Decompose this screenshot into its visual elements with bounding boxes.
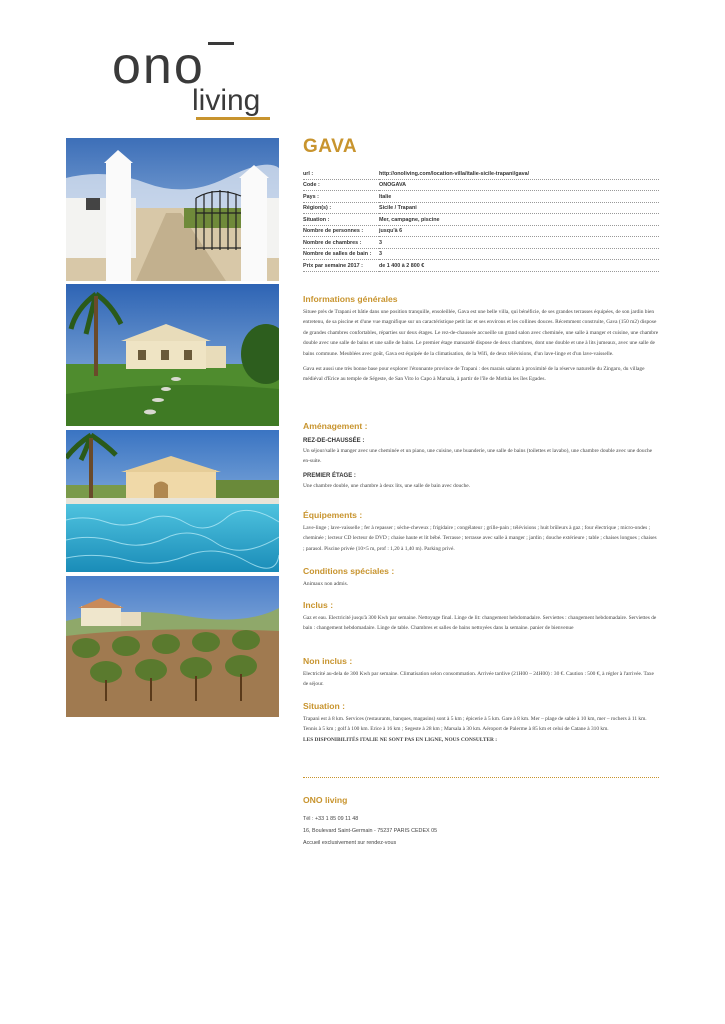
photo-pool [66, 430, 279, 572]
section-amenagement [303, 421, 659, 491]
spec-key: Code : [303, 179, 379, 191]
spec-row [303, 248, 659, 260]
rdc-title: REZ-DE-CHAUSSÉE : [303, 438, 365, 444]
spec-key: Pays : [303, 191, 379, 203]
section-equipements [303, 510, 659, 554]
info-paragraph-1: Situee près de Trapani et bâtie dans une position tranquille, ensoleillée, Gava est une belle villa, qui bénéficie, de ses grandes terrasses équipées, de son jardin bien entretenu, de sa piscine et d'une vue magnifique sur un caractéristique petit lac et ses environs et les collines douces. Récemment construite, Gava (150 m2) dispose de grandes chambres confortables, réparties sur deux étages. Le rez-de-chaussée accueille un grand salon avec cheminée, une salle à manger et cuisine, une chambre double avec une salle de bains et une salle de bains. Le premier étage mansardé dispose de deux chambres, dont une double et une à lits jumeaux, avec une salle de bains commune. Meublées avec goût, Gava est équipée de la climatisation, de la Wifi, de deux télévisions, d'un lave-linge et d'un lave-vaisselle. [303, 309, 659, 357]
spec-value: Mer, campagne, piscine [379, 214, 659, 226]
info-paragraph-2: Gava est aussi une très bonne base pour explorer l'étonnante province de Trapani : des marais salants à proximité de la réserve naturelle du Zingaro, du village médiéval d'Erice au temple de Ségeste, de San Vito lo Capo à Marsala, à partir de l'île de Mothia les îles Egades. [303, 366, 645, 383]
spec-value: Italie [379, 191, 659, 203]
spec-key: Prix par semaine 2017 : [303, 260, 379, 272]
spec-row [303, 191, 659, 203]
info-heading: Informations générales [303, 294, 398, 304]
logo-ono-text: ono [112, 37, 205, 95]
situation-note: LES DISPONIBILITÉS ITALIE NE SONT PAS EN LIGNE, NOUS CONSULTER : [303, 736, 498, 743]
spec-value: ONOGAVA [379, 179, 659, 191]
spec-url-link[interactable]: http://onoliving.com/location-villa/italie-sicile-trapani/gava/ [379, 168, 659, 179]
inclus-text: Gaz et eau. Electricité jusqu'à 300 Kwh par semaine. Nettoyage final. Linge de lit: changement hebdomadaire. Serviettes : changement hebdomadaire. Serviettes de bain : changement hebdomadaire. Linge de table. Chambres et salles de bains nettoyées dans la semaine. panier de bienvenue [303, 615, 657, 632]
logo-living-text: living [192, 84, 261, 117]
spec-value: jusqu'à 6 [379, 225, 659, 237]
section-conditions [303, 566, 659, 589]
spec-row [303, 202, 659, 214]
spec-key: Région(s) : [303, 202, 379, 214]
logo-macron [208, 42, 234, 45]
equipements-text: Lave-linge ; lave-vaisselle ; fer à repasser ; sèche-cheveux ; frigidaire ; congélateur ; grille-pain ; télévisions ; huit brûleurs à gaz ; four électrique ; micro-ondes ; cheminée ; lecteur CD lecteur de DVD ; chaise haute et lit bébé. Terrasse ; terrasse avec salle à manger ; jardin ; douche extérieure ; table ; chaises longues ; chaises ; parasol. Piscine privée (10×5 m, prof : 1,20 à 1,40 m). Parking privé. [303, 525, 657, 552]
section-info [303, 294, 659, 385]
spec-key: Nombre de salles de bain : [303, 248, 379, 260]
property-title: GAVA [303, 136, 358, 157]
situation-text: Trapani est à 8 km. Services (restaurants, banques, magasins) sont à 5 km ; épicerie à 5 km. Gare à 8 km. Mer – plage de sable à 10 km, mer – rochers à 11 km. Tennis à 5 km ; golf à 100 km. Erice à 16 km ; Segeste à 28 km ; Marsala à 30 km. Aéroport de Palerme à 85 km et celui de Catane à 310 km. [303, 716, 647, 733]
contact-address: 16, Boulevard Saint-Germain - 75237 PARIS CEDEX 05 [303, 828, 438, 834]
spec-row [303, 237, 659, 249]
non-inclus-heading: Non inclus : [303, 656, 353, 666]
amenagement-heading: Aménagement : [303, 421, 368, 431]
spec-key: Nombre de chambres : [303, 237, 379, 249]
spec-key: url : [303, 168, 379, 179]
spec-value: 3 [379, 237, 659, 249]
contact-note: Accueil exclusivement sur rendez-vous [303, 840, 397, 846]
rdc-text: Un séjour/salle à manger avec une cheminée et un piano, une cuisine, une buanderie, une salle de bains (toilettes et lavabo), une chambre double avec une douche en-suite. [303, 448, 653, 465]
property-header [303, 136, 659, 272]
photo-countryside [66, 576, 279, 717]
etage-text: Une chambre double, une chambre à deux lits, une salle de bain avec douche. [303, 482, 471, 489]
logo-underline [196, 117, 270, 120]
etage-title: PREMIER ÉTAGE : [303, 472, 356, 479]
photo-villa-garden [66, 284, 279, 426]
inclus-heading: Inclus : [303, 600, 334, 610]
spec-row [303, 179, 659, 191]
spec-row [303, 225, 659, 237]
spec-row [303, 260, 659, 272]
section-non-inclus [303, 656, 659, 690]
spec-value: de 1 400 à 2 800 € [379, 260, 659, 272]
spec-row [303, 168, 659, 179]
spec-row [303, 214, 659, 226]
contact-phone: Tél : +33 1 85 09 11 48 [303, 816, 359, 822]
situation-heading: Situation : [303, 701, 346, 711]
section-divider [303, 777, 659, 778]
section-contact [303, 795, 659, 849]
ono-living-logo [112, 37, 272, 122]
spec-value: 3 [379, 248, 659, 260]
equipements-heading: Équipements : [303, 510, 363, 520]
contact-heading: ONO living [303, 795, 348, 805]
conditions-heading: Conditions spéciales : [303, 566, 395, 576]
spec-key: Situation : [303, 214, 379, 226]
spec-key: Nombre de personnes : [303, 225, 379, 237]
photo-gate [66, 138, 279, 281]
section-inclus [303, 600, 659, 634]
section-situation [303, 701, 659, 745]
non-inclus-text: Electricité au-dela de 300 Kwh par semaine. Climatisation selon consommation. Arrivée tardive (21H00 – 24H00) : 30 €. Caution : 500 €, à régler à l'arrivée. Taxe de séjour. [303, 671, 654, 688]
conditions-text: Animaux non admis. [303, 581, 349, 587]
spec-value: Sicile / Trapani [379, 202, 659, 214]
specs-table [303, 168, 659, 272]
